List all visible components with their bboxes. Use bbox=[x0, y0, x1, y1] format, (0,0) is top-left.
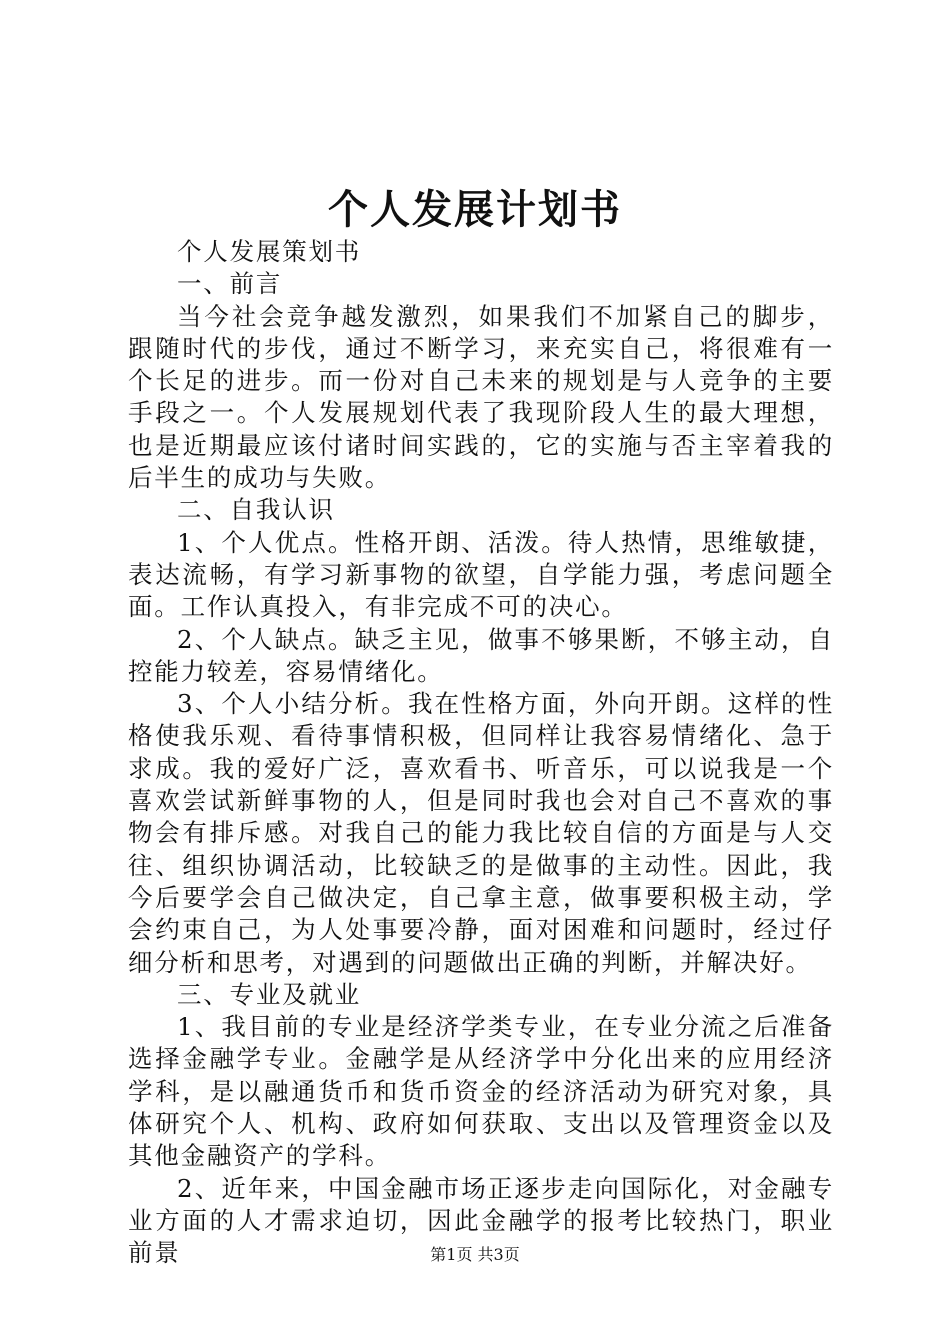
body-paragraph: 1、我目前的专业是经济学类专业，在专业分流之后准备选择金融学专业。金融学是从经济学中分化出来的应用经济学科，是以融通货币和货币资金的经济活动为研究对象，具体研究个人、机构、政府如何获取、支出以及管理资金以及其他金融资产的学科。 bbox=[128, 1012, 834, 1171]
section-heading-preface: 一、前言 bbox=[177, 269, 283, 299]
body-paragraph: 2、个人缺点。缺乏主见，做事不够果断，不够主动，自控能力较差，容易情绪化。 bbox=[128, 624, 834, 686]
body-paragraph: 2、近年来，中国金融市场正逐步走向国际化，对金融专业方面的人才需求迫切，因此金融学的报考比较热门，职业前景 bbox=[128, 1173, 834, 1268]
document-title: 个人发展计划书 bbox=[328, 186, 622, 233]
body-paragraph: 3、个人小结分析。我在性格方面，外向开朗。这样的性格使我乐观、看待事情积极，但同样让我容易情绪化、急于求成。我的爱好广泛，喜欢看书、听音乐，可以说我是一个喜欢尝试新鲜事物的人，但是同时我也会对自己不喜欢的事物会有排斥感。对我自己的能力我比较自信的方面是与人交往、组织协调活动，比较缺乏的是做事的主动性。因此，我今后要学会自己做决定，自己拿主意，做事要积极主动，学会约束自己，为人处事要冷静，面对困难和问题时，经过仔细分析和思考，对遇到的问题做出正确的判断，并解决好。 bbox=[128, 689, 834, 977]
subtitle-paragraph: 个人发展策划书 bbox=[177, 237, 362, 266]
body-paragraph: 当今社会竞争越发激烈，如果我们不加紧自己的脚步，跟随时代的步伐，通过不断学习，来充实自己，将很难有一个长足的进步。而一份对自己未来的规划是与人竞争的主要手段之一。个人发展规划代表了我现阶段人生的最大理想，也是近期最应该付诸时间实践的，它的实施与否主宰着我的后半生的成功与失败。 bbox=[128, 301, 834, 493]
body-paragraph: 1、个人优点。性格开朗、活泼。待人热情，思维敏捷，表达流畅，有学习新事物的欲望，自学能力强，考虑问题全面。工作认真投入，有非完成不可的决心。 bbox=[128, 527, 834, 622]
document-body bbox=[128, 236, 834, 1270]
section-heading-major-employment: 三、专业及就业 bbox=[177, 979, 362, 1009]
section-heading-self-awareness: 二、自我认识 bbox=[177, 495, 335, 525]
page-number-footer: 第1页 共3页 bbox=[430, 1245, 520, 1264]
